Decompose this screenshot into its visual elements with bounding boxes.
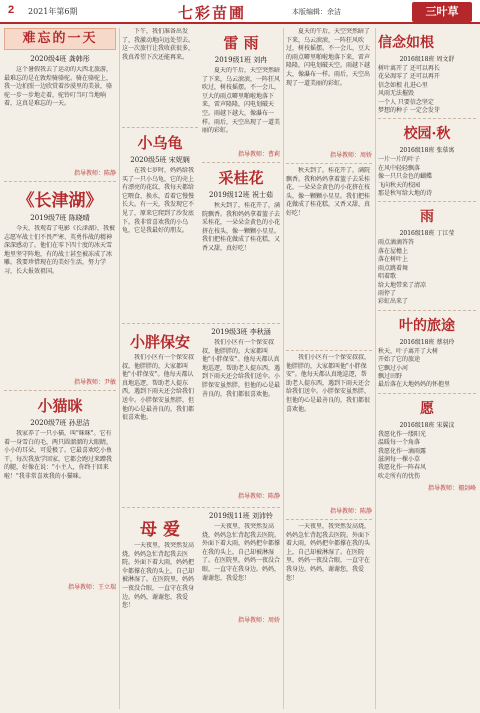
teacher-credit: 指导教师：曹莉: [237, 151, 280, 158]
poem-line: 一片一片的叶子: [378, 156, 421, 164]
page-title: 七彩苗圃: [178, 4, 247, 22]
poem-byline: 2016级18班 丁江莹: [399, 230, 455, 238]
poem-line: 雨点跳着舞: [378, 264, 409, 272]
poem-line: 那是秋写给大地的诗: [378, 190, 433, 198]
poem-line: 最后落在大地妈妈的怀抱里: [378, 381, 451, 389]
issue-date: 2021年第6期: [28, 7, 78, 16]
article-title: 小乌龟: [137, 134, 183, 152]
article-text: 我们小区有一个保安叔叔，他胖胖的，大家都叫他"小胖保安"。他每天都认真地巡逻，帮助老人提东西，遇到下雨天还会给我们送伞。小胖保安虽然胖，但他的心是最善良的，我们都很喜欢他。: [286, 354, 371, 413]
poem-line: 开始了它的旅途: [378, 356, 421, 364]
poem-byline: 2016级18班 蔡羽玲: [399, 338, 455, 346]
article-title: 《长津湖》: [17, 191, 103, 211]
article-text: 夏天的午后，天空突然暗了下来，乌云滚滚，一阵狂风吹过，树枝摇摆。不一会儿，豆大的雨点噼里啪啦地落下来，雷声隆隆，闪电划破天空。雨越下越大，像瀑布一样。雨后，天空出现了一道美丽的彩虹。: [202, 67, 280, 135]
poem-body: [378, 348, 476, 390]
divider: [286, 519, 372, 520]
article-text: 我家养了一只小猫，叫"咪咪"。它有着一身雪白的毛，两只圆溜溜的大眼睛，小小的耳朵，可爱极了。它最喜欢吃小鱼干，每次我放学回家，它都会跑过来蹭我的腿，好像在说："小主人，你终于回来啦！"我非常喜欢我的小猫咪。: [4, 430, 113, 480]
divider: [122, 127, 198, 128]
poem-line: 树叶离开了 还可以再长: [378, 65, 440, 72]
divider: [378, 310, 476, 311]
poem-title: 愿: [420, 400, 434, 417]
article-text: 一天夜里，我突然发高烧，妈妈急忙背起我去医院。外面下着大雨，妈妈把伞都撑在我的头上，自己却被淋湿了。在医院里，妈妈一夜没合眼，一直守在我身边。妈妈，谢谢您，我爱您！: [286, 523, 371, 582]
poem-line: 信念如根 扎进心里: [378, 81, 428, 89]
poem-title: 信念如根: [378, 35, 434, 51]
poem-body: [378, 431, 476, 481]
poem-line: 像一只只金色的蝴蝶: [378, 173, 433, 181]
poem-title: 校园·秋: [403, 126, 451, 143]
article-byline: 2019级7班 陈晓晴: [30, 214, 90, 222]
newspaper-logo: 三叶草: [412, 2, 472, 22]
divider: [286, 163, 372, 164]
article-text: 夏天的午后，天空突然暗了下来，乌云滚滚，一阵狂风吹过，树枝摇摆。不一会儿，豆大的雨点噼里啪啦地落下来，雷声隆隆，闪电划破天空。雨越下越大，像瀑布一样。雨后，天空出现了一道美丽的彩虹。: [286, 28, 371, 87]
divider: [202, 162, 280, 163]
teacher-credit: 指导教师：陈静: [73, 170, 116, 177]
poem-line: 秋天，叶子离开了大树: [378, 347, 439, 355]
article-byline: 2019级3班 李秋涵: [211, 328, 271, 336]
column-1: [4, 28, 116, 709]
column-4: [378, 28, 476, 709]
teacher-credit: 指导教师：周娇: [237, 617, 280, 624]
poem-body: [378, 65, 476, 115]
poem-line: 彩虹出来了: [378, 298, 409, 306]
divider: [122, 323, 280, 324]
article-text: 一天夜里，我突然发高烧，妈妈急忙背起我去医院。外面下着大雨，妈妈把伞都撑在我的头上，自己却被淋湿了。在医院里，妈妈一夜没合眼，一直守在我身边。妈妈，谢谢您，我爱您！: [202, 523, 280, 582]
divider: [378, 201, 476, 202]
article-text: 我们小区有一个保安叔叔，他胖胖的，大家都叫他"小胖保安"。他每天都认真地巡逻，帮助老人提东西，遇到下雨天还会给我们送伞。小胖保安虽然胖，但他的心是最善良的，我们都很喜欢他。: [122, 354, 195, 422]
section-banner: 难忘的一天: [4, 28, 116, 50]
poem-line: 唱着歌: [378, 273, 397, 281]
teacher-credit: 指导教师：陈静: [329, 508, 372, 515]
poem-title: 雨: [420, 209, 434, 226]
poem-line: 我愿化作一阵春风: [378, 464, 427, 472]
poem-line: 我愿化作一缕阳光: [378, 430, 427, 438]
poem-byline: 2016级18班 周文舒: [399, 56, 455, 63]
article-text: 我们小区有一个保安叔叔，他胖胖的，大家都叫他"小胖保安"。他每天都认真地巡逻，帮助老人提东西，遇到下雨天还会给我们送伞。小胖保安虽然胖，但他的心是最善良的，我们都很喜欢他。: [202, 339, 280, 398]
article-byline: 2019级12班 祝士茹: [209, 191, 273, 199]
poem-line: 我愿化作一滴雨露: [378, 447, 427, 455]
article-text: 这个暑假我去了运动的大西北旅游，最难忘的是在敦煌骑骆驼。骑在骆驼上，我一边拍照一边欣赏着沙漠里的美景，骆驼一步一步地走着，驼铃叮当叮当地响着，这真是难忘的一天。: [4, 66, 113, 108]
poem-line: 风雨无法摧毁: [378, 90, 415, 98]
poem-line: 落在树叶上: [378, 256, 409, 264]
poem-line: 给大地带来了清凉: [378, 281, 427, 289]
article-text: 秋天到了，桂花开了，满院飘香。我和妈妈拿着篮子去采桂花，一朵朵金黄色的小花挤在枝头，像一颗颗小星星。我们把桂花做成了桂花糕，又香又甜，真好吃！: [202, 202, 280, 252]
teacher-credit: 指导教师：周娇: [329, 152, 372, 159]
column-3: [286, 28, 372, 709]
poem-line: 雨点滴滴答答: [378, 239, 415, 247]
divider: [4, 181, 116, 182]
column-divider: [375, 28, 376, 709]
article-title: 小猫咪: [37, 397, 83, 415]
poem-byline: 2016级18班 宋翼汶: [399, 421, 455, 429]
article-text: 一天夜里，我突然发高烧，妈妈急忙背起我去医院。外面下着大雨，妈妈把伞都撑在我的头上，自己却被淋湿了。在医院里，妈妈一夜没合眼，一直守在我身边。妈妈，谢谢您，我爱您！: [122, 542, 195, 610]
article-title: 雷 雨: [223, 34, 259, 52]
divider: [4, 390, 116, 391]
poem-line: 在风中轻轻飘落: [378, 164, 421, 172]
poem-byline: 2016级18班 张慕寓: [399, 147, 455, 155]
teacher-credit: 指导教师：陈静: [237, 493, 280, 500]
article-byline: 2020级7班 孙思洁: [30, 419, 90, 427]
divider: [378, 118, 476, 119]
article-text: 今天，我观看了电影《长津湖》，我被志愿军战士们不畏严寒、英勇作战的精神深深感动了。他们在零下四十度的冰天雪地里坚守阵地，有的战士甚至被冻成了冰雕。我要珍惜现在的美好生活，努力学习，长大报效祖国。: [4, 225, 116, 275]
teacher-credit: 指导教师：尹敏: [73, 379, 116, 386]
article-title: 母 爱: [140, 520, 180, 540]
article-byline: 2019级11班 刘沛铃: [209, 512, 273, 520]
article-title: 采桂花: [218, 169, 264, 187]
teacher-credit: 指导教师：禤剑峰: [427, 485, 476, 493]
poem-line: 滋润每一棵小草: [378, 455, 421, 463]
teacher-credit: 指导教师：王立瑞: [67, 584, 116, 591]
divider: [286, 350, 372, 351]
poem-line: 雨停了: [378, 289, 397, 297]
editor-credit: 本版编辑：余洁: [292, 8, 341, 16]
poem-body: [378, 156, 476, 198]
article-text: 在我七岁时，妈妈给我买了一只小乌龟，它的壳上有漂亮的花纹，我每天都给它喂食、换水，看着它慢慢长大。有一天，我发现它不见了，原来它爬到了沙发底下。我非常喜欢我的小乌龟，它是我最好的朋友。: [122, 167, 195, 235]
article-title: 小胖保安: [129, 333, 190, 351]
divider: [122, 507, 280, 508]
divider: [378, 393, 476, 394]
article-byline: 2020级5班 宋妮娴: [130, 156, 190, 164]
poem-line: 温暖每一个角落: [378, 439, 421, 447]
poem-line: 一个人 只要信念坚定: [378, 98, 434, 106]
article-text: 秋天到了，桂花开了，满院飘香。我和妈妈拿着篮子去采桂花，一朵朵金黄色的小花挤在枝头，像一颗颗小星星。我们把桂花做成了桂花糕，又香又甜，真好吃！: [286, 167, 371, 217]
poem-body: [378, 239, 476, 306]
poem-line: 它飘过小河: [378, 364, 409, 372]
page-number: 2: [8, 4, 15, 16]
poem-line: 梦想的种子 一定会发芽: [378, 107, 440, 115]
article-text: 下午，我们准备出发了，我激动地向远处望去。这一次旅行让我收获很多，我真希望下次还能再来。: [122, 28, 195, 61]
column-divider: [119, 28, 120, 709]
poem-line: 飞向秋天的校园: [378, 181, 421, 189]
column-2: [122, 28, 280, 709]
poem-line: 飘过田野: [378, 372, 403, 380]
article-byline: 2020级4班 龚韩彤: [30, 55, 90, 63]
poem-line: 吹走所有的忧伤: [378, 472, 421, 480]
poem-title: 叶的旅途: [399, 317, 455, 334]
column-divider: [283, 28, 284, 709]
poem-line: 花朵凋零了 还可以再开: [378, 73, 440, 81]
article-byline: 2019级1班 刘冉: [214, 56, 268, 64]
page-header: [0, 0, 480, 24]
poem-line: 落在屋檐上: [378, 247, 409, 255]
